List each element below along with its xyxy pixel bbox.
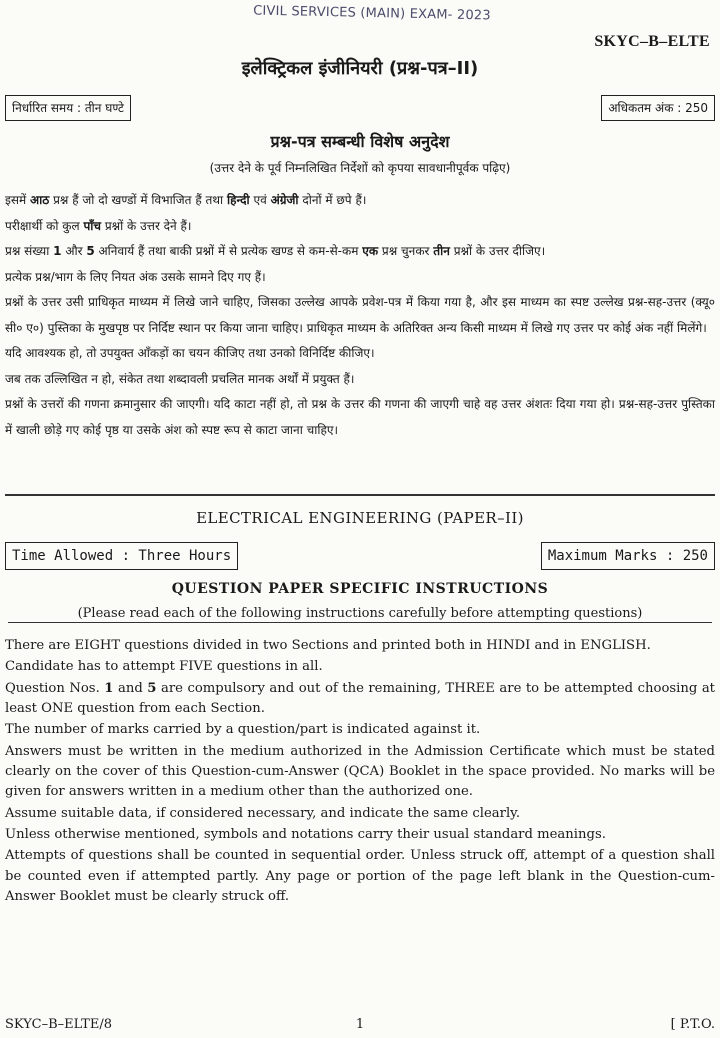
hindi-instruction-8: प्रश्नों के उत्तरों की गणना क्रमानुसार की जाएगी। यदि काटा नहीं हो, तो प्रश्न के उत्तर की गणना की जाएगी चाहे वह उत्तर अंशतः दिया गया हो। प्रश्न-सह-उत्तर पुस्तिका में खाली छोड़े गए कोई पृष्ठ या उसके अंश को स्पष्ट रूप से काटा जाना चाहिए। — [5, 397, 715, 437]
max-marks-box: Maximum Marks : 250 — [541, 542, 715, 570]
hindi-max-marks-box: अधिकतम अंक : 250 — [601, 95, 715, 121]
hindi-paper-title: इलेक्ट्रिकल इंजीनियरी (प्रश्न-पत्र–II) — [241, 58, 479, 79]
english-instructions — [5, 636, 715, 908]
english-instruction-8: Attempts of questions shall be counted in sequential order. Unless struck off, attempt of a question shall be counted even if attempted partly. Any page or portion of the page left blank in the Question-cum-Answer Booklet must be clearly struck off. — [5, 848, 715, 904]
english-instruction-6: Assume suitable data, if considered necessary, and indicate the same clearly. — [5, 805, 521, 821]
hindi-instruction-5: प्रश्नों के उत्तर उसी प्राधिकृत माध्यम में लिखे जाने चाहिए, जिसका उल्लेख आपके प्रवेश-पत्र में किया गया है, और इस माध्यम का स्पष्ट उल्लेख प्रश्न-सह-उत्तर (क्यू० सी० ए०) पुस्तिका के मुखपृष्ठ पर निर्दिष्ट स्थान पर किया जाना चाहिए। प्राधिकृत माध्यम के अतिरिक्त अन्य किसी माध्यम में लिखे गए उत्तर पर कोई अंक नहीं मिलेंगे। — [5, 295, 715, 335]
english-instruction-3: Question Nos. 1 and 5 are compulsory and out of the remaining, THREE are to be attempted choosing at least ONE question from each Section. — [5, 680, 715, 716]
hindi-instruction-4: प्रत्येक प्रश्न/भाग के लिए नियत अंक उसके सामने दिए गए हैं। — [5, 269, 266, 284]
please-turn-over: [ P.T.O. — [670, 1017, 715, 1032]
hindi-instruction-2: परीक्षार्थी को कुल पाँच प्रश्नों के उत्तर देने हैं। — [5, 218, 192, 233]
hindi-instructions-subheading: (उत्तर देने के पूर्व निम्नलिखित निर्देशों को कृपया सावधानीपूर्वक पढ़िए) — [209, 161, 511, 175]
english-paper-title: ELECTRICAL ENGINEERING (PAPER–II) — [196, 509, 524, 527]
booklet-code: SKYC–B–ELTE — [594, 33, 710, 50]
hindi-time-allowed-box: निर्धारित समय : तीन घण्टे — [5, 95, 131, 121]
footer-booklet-code: SKYC–B–ELTE/8 — [5, 1017, 112, 1032]
english-instruction-4: The number of marks carried by a question/part is indicated against it. — [5, 722, 481, 738]
english-instruction-1: There are EIGHT questions divided in two Sections and printed both in HINDI and in ENGLISH. — [5, 638, 651, 653]
section-divider — [5, 494, 715, 496]
time-allowed-box: Time Allowed : Three Hours — [5, 542, 238, 570]
hindi-instruction-6: यदि आवश्यक हो, तो उपयुक्त आँकड़ों का चयन कीजिए तथा उनको विनिर्दिष्ट कीजिए। — [5, 346, 375, 360]
handwritten-exam-note: CIVIL SERVICES (MAIN) EXAM- 2023 — [253, 3, 491, 24]
hindi-instruction-1: इसमें आठ प्रश्न हैं जो दो खण्डों में विभाजित हैं तथा हिन्दी एवं अंग्रेजी दोनों में छपे हैं। — [5, 193, 367, 207]
english-instruction-2: Candidate has to attempt FIVE questions in all. — [5, 659, 323, 675]
english-instructions-subheading: (Please read each of the following instructions carefully before attempting questions) — [8, 606, 712, 623]
hindi-instruction-3: प्रश्न संख्या 1 और 5 अनिवार्य हैं तथा बाकी प्रश्नों में से प्रत्येक खण्ड से कम-से-कम एक प्रश्न चुनकर तीन प्रश्नों के उत्तर दीजिए। — [5, 244, 546, 258]
page-number: 1 — [355, 1017, 365, 1032]
hindi-instruction-7: जब तक उल्लिखित न हो, संकेत तथा शब्दावली प्रचलित मानक अर्थों में प्रयुक्त हैं। — [5, 371, 355, 386]
hindi-instructions-heading: प्रश्न-पत्र सम्बन्धी विशेष अनुदेश — [270, 132, 450, 151]
page-footer — [5, 1017, 715, 1037]
english-instruction-5: Answers must be written in the medium authorized in the Admission Certificate which must be stated clearly on the cover of this Question-cum-Answer (QCA) Booklet in the space provided. No marks will be given for answers written in a medium other than the authorized one. — [5, 743, 715, 800]
english-instruction-7: Unless otherwise mentioned, symbols and notations carry their usual standard meanings. — [5, 826, 606, 842]
hindi-instructions — [5, 188, 715, 443]
english-instructions-heading: QUESTION PAPER SPECIFIC INSTRUCTIONS — [171, 581, 549, 597]
